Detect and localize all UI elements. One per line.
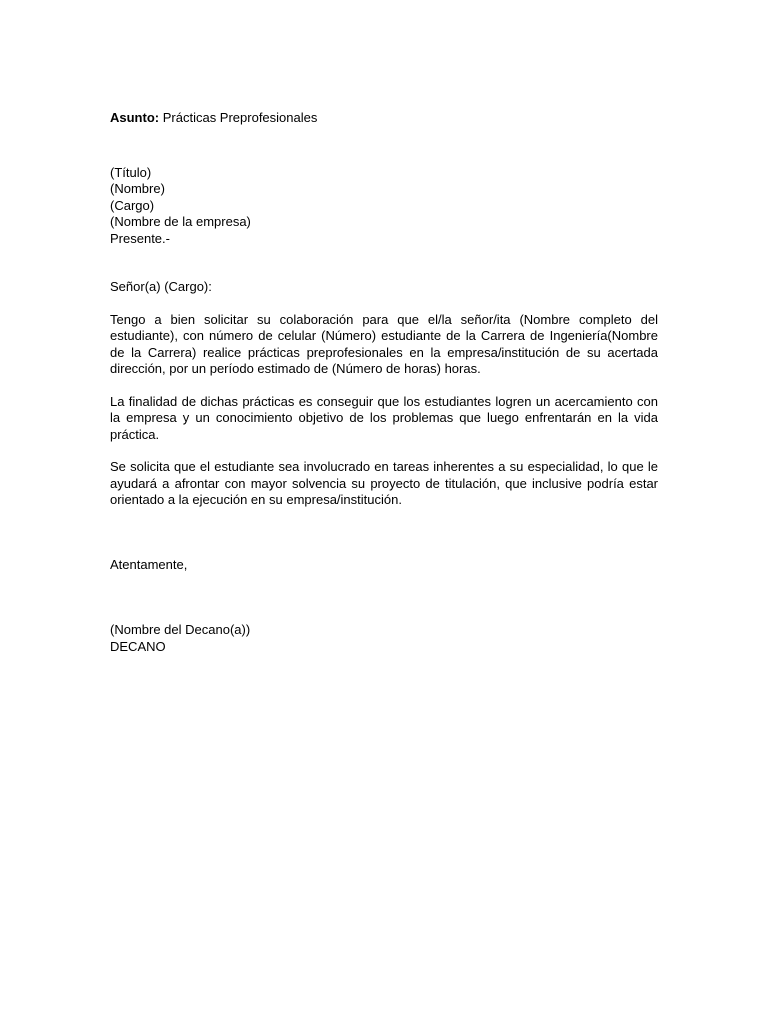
signature-role: DECANO bbox=[110, 638, 166, 654]
recipient-block bbox=[110, 165, 658, 248]
letter-page bbox=[110, 110, 658, 655]
subject-label: Asunto: bbox=[110, 110, 160, 125]
recipient-position: (Cargo) bbox=[110, 197, 155, 213]
signature-name: (Nombre del Decano(a)) bbox=[110, 622, 251, 637]
body-paragraph-3: Se solicita que el estudiante sea involucrado en tareas inherentes a su especialidad, lo que le ayudará a afrontar con mayor solvencia su proyecto de titulación, que inclusive podría estar orientado a la ejecución en su empresa/institución. bbox=[110, 459, 658, 507]
salutation: Señor(a) (Cargo): bbox=[110, 279, 212, 294]
recipient-title: (Título) bbox=[110, 164, 152, 180]
body-paragraph-1: Tengo a bien solicitar su colaboración para que el/la señor/ita (Nombre completo del estudiante), con número de celular (Número) estudiante de la Carrera de Ingeniería(Nombre de la Carrera) realice prácticas preprofesionales en la empresa/institución de su acertada dirección, por un período estimado de (Número de horas) horas. bbox=[110, 311, 658, 376]
recipient-company: (Nombre de la empresa) bbox=[110, 214, 251, 229]
signature-block bbox=[110, 622, 658, 655]
body-paragraph-2: La finalidad de dichas prácticas es conseguir que los estudiantes logren un acercamiento con la empresa y un conocimiento objetivo de los problemas que luego enfrentarán en la vida práctica. bbox=[110, 393, 658, 442]
subject-line bbox=[110, 110, 658, 127]
closing: Atentamente, bbox=[110, 556, 188, 572]
recipient-presente: Presente.- bbox=[110, 230, 170, 246]
recipient-name: (Nombre) bbox=[110, 181, 165, 196]
subject-text: Prácticas Preprofesionales bbox=[162, 110, 318, 125]
